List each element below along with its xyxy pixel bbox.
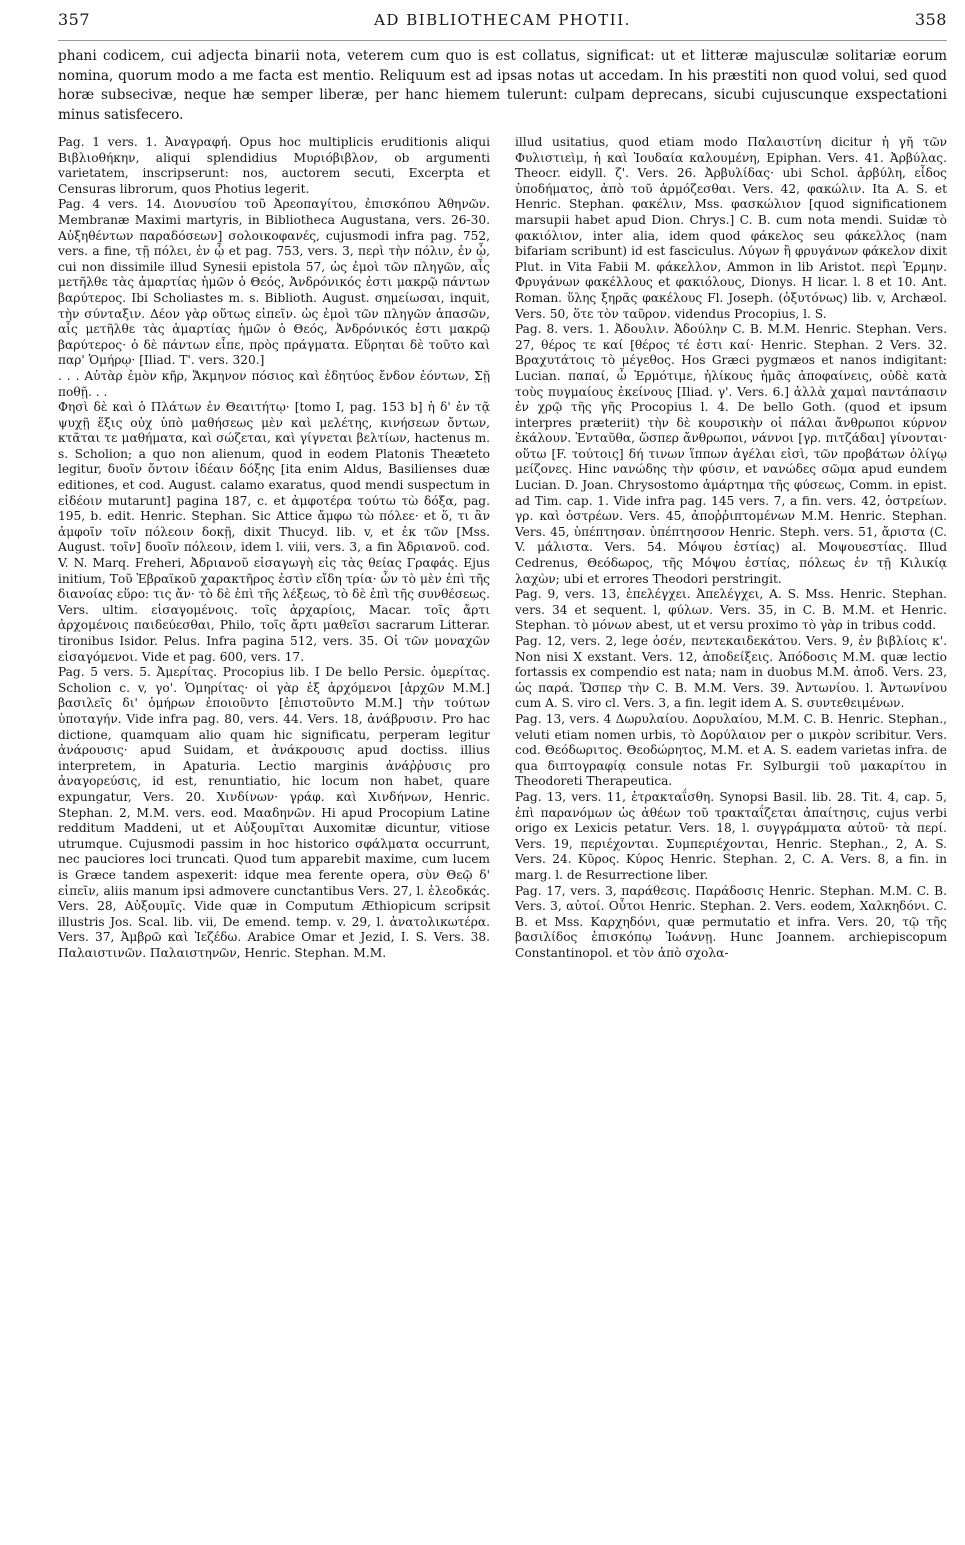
note-paragraph: illud usitatius, quod etiam modo Παλαιστίνη dicitur ἡ γῆ τῶν Φυλιστιεὶμ, ἡ καὶ Ἰουδαία καλουμένη, Epiphan. Vers. 41. Ἀρβύλας. Theocr. eidyll. ζ'. Vers. 26. Ἀρβυλίδας· ubi Schol. ἀρβύλη, εἶδος ὑποδήματος, ἀπὸ τοῦ ἁρμόζεσθαι. Vers. 42, φακώλιν. Ita A. S. et Henric. Stephan. φακέλιν, Mss. φασκώλιον [quod significationem marsupii habet apud Dion. Chrys.] C. B. cum nota mendi. Suidæ τὸ φακιόλιον, inter alia, idem quod φάκελος seu φάκελλος (nam bifariam scribunt) id est fasciculus. Λύγων ἢ φρυγάνων φάκελον dixit Plut. in Vita Fabii M. φάκελλον, Ammon in lib Aristot. περὶ Ἑρμην. Φρυγάνων φακέλλους et φακιόλους, Dionys. H licar. l. 8 et 10. Ant. Roman. ὕλης ξηρᾶς φακέλους Fl. Joseph. (ὀξυτόνως) lib. v, Archæol. Vers. 50, ὅτε τὸν ταῦρον. videndus Procopius, l. S. <box>515 135 947 321</box>
two-column-body <box>58 135 947 961</box>
note-paragraph: Pag. 8. vers. 1. Ἀδουλιν. Ἀδούλην C. B. M.M. Henric. Stephan. Vers. 27, θέρος τε καί [θέρος τέ ἐστι καί· Henric. Stephan. 2 Vers. 32. Βραχυτάτοις τὸ μέγεθος. Hos Græci pygmæos et nanos indigitant: Lucian. παπαί, ὦ Ἑρμότιμε, ἡλίκους ἡμᾶς ἀποφαίνεις, οὐδὲ κατὰ τοὺς πυγμαίους ἐκείνους [Iliad. γ'. Vers. 6.] ἀλλὰ χαμαὶ παντάπασιν ἐν χρῷ τῆς γῆς Procopius l. 4. De bello Goth. (quod et ipsum interpres præteriit) τὴν δὲ κουρσικὴν οἱ πάλαι ἄνθρωποι κύρνον ἐκάλουν. Ἐνταῦθα, ὥσπερ ἄνθρωποι, νάννοι [γρ. πιτζάδαι] γίνονται· οὕτω [F. τούτοις] δή τινων ἵππων ἀγέλαι εἰσὶ, τῶν προβάτων ὀλίγῳ μείζονες. Hinc νανώδης τὴν φύσιν, et νανώδες σῶμα apud eundem Lucian. D. Joan. Chrysostomo ἁμάρτημα τῆς φύσεως, Comm. in epist. ad Tim. cap. 1. Vide infra pag. 145 vers. 7, a fin. vers. 42, ὀστρείων. γρ. καὶ ὀστρέων. Vers. 45, ἀποῤῥιπτομένων M.M. Henric. Stephan. Vers. 45, ὑπέπτησαν. ὑπέπτησσον Henric. Steph. vers. 51, ἄριστα (C. V. μάλιστα. Vers. 54. Μόψου ἑστίας) al. Μοψουεστίας. Illud Cedrenus, Θεόδωρος, τῆς Μόψου ἑστίας, πόλεως ἐν τῇ Κιλικίᾳ λαχὼν; ubi et errores Theodori perstringit. <box>515 322 947 586</box>
note-paragraph: Pag. 9, vers. 13, ἐπελέγχει. Ἀπελέγχει, A. S. Mss. Henric. Stephan. vers. 34 et sequent. l, φύλων. Vers. 35, in C. B. M.M. et Henric. Stephan. τὸ μόνων abest, ut et versu proximo τὸ γὰρ in tribus codd. <box>515 587 947 633</box>
running-title: AD BIBLIOTHECAM PHOTII. <box>374 11 631 29</box>
note-paragraph: Pag. 1 vers. 1. Ἀναγραφή. Opus hoc multiplicis eruditionis aliqui Βιβλιοθήκην, aliqui splendidius Μυριόβιβλον, ob argumenti varietatem, inscripserunt: nos, auctorem secuti, Excerpta et Censuras librorum, quos Photius legerit. <box>58 135 490 196</box>
verse-quote: . . . Αὐτὰρ ἐμὸν κῆρ, Ἄκμηνον πόσιος καὶ ἐδητύος ἔνδον ἐόντων, Σῇ ποθῇ. . . <box>58 368 490 399</box>
note-paragraph: Pag. 5 vers. 5. Ἀμερίτας. Procopius lib. I De bello Persic. ὁμερίτας. Scholion c. v, γο'. Ὁμηρίτας· οἱ γὰρ ἐξ ἀρχόμενοι [ἀρχῶν M.M.] βασιλεῖς δι' ὁμήρων ἐποιοῦντο [ἐπιστοῦντο M.M.] τὴν τούτων ὑποταγήν. Vide infra pag. 80, vers. 44. Vers. 18, ἀνάβρυσιν. Pro hac dictione, quamquam alio quam hic significatu, perperam legitur ἀνάρουσις· apud Suidam, et ἀνάκρουσις apud doctiss. illius interpretem, in Apaturia. Lectio marginis ἀνάῤῥυσις pro ἀναγορεύσις, id est, renuntiatio, hic locum non habet, quare expungatur, Vers. 20. Χινδίνων· γράφ. καὶ Χινδήνων, Henric. Stephan. 2, M.M. vers. eod. Μααδηνῶν. Hi apud Procopium Latine redditum Maddeni, ut et Αὐξουμῖται Auxomitæ dicuntur, vitiose utrumque. Cujusmodi passim in hoc historico σφάλματα occurrunt, nec pauciores loci truncati. Quod tum apparebit maxime, cum lucem is Græce tandem aspexerit: idque mea ferente opera, σὺν Θεῷ δ' εἰπεῖν, aliis manum ipsi admovere cunctantibus Vers. 27, l. ἐλεοδκάς. Vers. 28, Αὐξουμῖς. Vide quæ in Computum Æthiopicum scripsit illustris Jos. Scal. lib. vii, De emend. temp. v. 29, l. ἀνατολικωτέρα. Vers. 37, Ἀμβρῶ καὶ Ἰεζέδω. Arabice Omar et Jezid, I. S. Vers. 38. Παλαιστινῶν. Παλαιστηνῶν, Henric. Stephan. M.M. <box>58 665 490 960</box>
page-number-left: 357 <box>58 10 91 29</box>
left-column <box>58 135 490 961</box>
intro-text: phani codicem, cui adjecta binarii nota, veterem cum quo is est collatus, significat: ut et litteræ majusculæ solitariæ eorum nomina, quorum modo a me facta est mentio. Reliquum est ad ipsas notas ut accedam. In his præstiti non quod volui, sed quod horæ subsecivæ, neque hæ semper liberæ, per hanc hiemem tulerunt: culpam deprecans, sicubi cujuscunque exspectationi minus satisfecero. <box>58 48 947 123</box>
right-column <box>515 135 947 961</box>
note-paragraph: Pag. 4 vers. 14. Διονυσίου τοῦ Ἀρεοπαγίτου, ἐπισκόπου Ἀθηνῶν. Membranæ Maximi martyris, in Bibliotheca Augustana, vers. 26-30. Αὐξηθέντων παραδόσεων] σολοικοφανές, cujusmodi infra pag. 752, vers. a fine, τῇ πόλει, ἐν ᾧ et pag. 753, vers. 3, περὶ τὴν πόλιν, ἐν ᾧ, cui non dissimile illud Synesii epistola 57, ὡς ἐμοὶ τῶν πληγῶν, αἷς μετῆλθε τὰς ἁμαρτίας ἡμῶν ὁ Θεός, Ἀνδρόνικός ἐστι μακρῷ πάντων βαρύτερος. Ibi Scholiastes m. s. Biblioth. August. σημείωσαι, inquit, τὴν σύνταξιν. Δέον γὰρ οὕτως εἰπεῖν. ὡς ἐμοὶ τῶν πληγῶν ἁπασῶν, αἷς μετῆλθε τὰς ἁμαρτίας ἡμῶν ὁ Θεός, Ἀνδρόνικός ἐστι μακρῷ βαρύτερος· ὁ δὲ πάντων εἶπε, πρὸς πράγματα. Εὕρηται δὲ τοῦτο καὶ παρ' Ὁμήρῳ· [Iliad. Τ'. vers. 320.] <box>58 197 490 368</box>
note-paragraph: Φησὶ δὲ καὶ ὁ Πλάτων ἐν Θεαιτήτῳ· [tomo I, pag. 153 b] ἡ δ' ἐν τᾷ ψυχῇ ἕξις οὐχ ὑπὸ μαθήσεως μὲν καὶ μελέτης, κινήσεων ὄντων, κτᾶται τε μαθήματα, καὶ σώζεται, καὶ γίγνεται βελτίων, hactenus m. s. Scholion; a quo non alienum, quod in eodem Platonis Theæteto legitur, δυοῖν ὄντοιν ἰδέαιν δόξης [ita enim Aldus, Basilienses duæ editiones, et cod. August. calamo exaratus, quod mendi suspectum in εἰδέοιν mutarunt] pagina 187, c. et ἀμφοτέρα τούτω τὼ δόξα, pag. 195, b. edit. Henric. Stephan. Sic Attice ἄμφω τὼ πόλεε· et ὅ, τι ἂν ἀμφοῖν τοῖν πόλεοιν δοκῇ, dixit Thucyd. lib. v, et ἐκ τῶν [Mss. August. τοῖν] δυοῖν πόλεοιν, idem l. viii, vers. 3, a fin Ἀδριανοῦ. cod. V. N. Marq. Freheri, Ἀδριανοῦ εἰσαγωγὴ εἰς τὰς θείας Γραφάς. Ejus initium, Τοῦ Ἑβραϊκοῦ χαρακτῆρος ἐστὶν εἴδη τρία· ὧν τὸ μὲν ἐπὶ τῆς διανοίας εὕρο: τις ἄν· τὸ δὲ ἐπὶ τῆς λέξεως, τὸ δὲ ἐπὶ τῆς συνθέσεως. Vers. ultim. εἰσαγομένοις. τοῖς ἀρχαρίοις, Macar. τοῖς ἄρτι ἀρχομένοις παιδεύεσθαι, Philo, τοῖς ἄρτι μαθεῖσι sacrarum Litterar. tironibus Isidor. Pelus. Infra pagina 512, vers. 35. Οἱ τῶν μοναχῶν εἰσαγόμενοι. Vide et pag. 600, vers. 17. <box>58 400 490 664</box>
note-paragraph: Pag. 17, vers. 3, παράθεσις. Παράδοσις Henric. Stephan. M.M. C. B. Vers. 3, αὐτοί. Οὗτοι Henric. Stephan. 2. Vers. eodem, Χαλκηδόνι. C. B. et Mss. Καρχηδόνι, quæ permutatio et infra. Vers. 20, τῷ τῆς βασιλίδος ἐπισκόπῳ Ἰωάννῃ. Hunc Joannem. archiepiscopum Constantinopol. et τὸν ἀπὸ σχολα- <box>515 883 947 960</box>
running-header <box>58 10 947 41</box>
note-paragraph: Pag. 13, vers. 11, ἐτρακταΐσθη. Synopsi Basil. lib. 28. Tit. 4, cap. 5, ἐπὶ παρανόμων ὡς ἀθέων τοῦ τρακταΐζεται ἀπαίτησις, cujus verbi origo ex Lexicis petatur. Vers. 18, l. συγγράμματα αὐτοῦ· τὰ περί. Vers. 19, περιέχονται. Συμπεριέχονται, Henric. Stephan., 2, A. S. Vers. 24. Κῦρος. Κύρος Henric. Stephan. 2, C. A. Vers. 8, a fin. in marg. l. de Resurrectione liber. <box>515 789 947 882</box>
note-paragraph: Pag. 13, vers. 4 Δωρυλαίου. Δορυλαίου, M.M. C. B. Henric. Stephan., veluti etiam nomen urbis, τὸ Δορύλαιον per o μικρὸν scribitur. Vers. cod. Θεόδωριτος. Θεοδώρητος, M.M. et A. S. eadem varietas infra. de qua διπτογραφίᾳ consule notas Fr. Sylburgii τοῦ μακαρίτου in Theodoreti Therapeutica. <box>515 711 947 789</box>
page-number-right: 358 <box>914 10 947 29</box>
intro-paragraph <box>58 47 947 125</box>
note-paragraph: Pag. 12, vers. 2, lege ὀσέν, πεντεκαιδεκάτου. Vers. 9, ἐν βιβλίοις κ'. Non nisi X exstant. Vers. 12, ἀποδείξεις. Ἀπόδοσις M.M. quæ lectio fortassis ex compendio est nata; nam in duobus M.M. ἀποδ. Vers. 23, ὡς παρά. Ὥσπερ τὴν C. B. M.M. Vers. 39. Ἀντωνίου. l. Ἀντωνίνου cum A. S. viro cl. Vers. 3, a fin. legit idem A. S. συντεθειμένων. <box>515 634 947 711</box>
